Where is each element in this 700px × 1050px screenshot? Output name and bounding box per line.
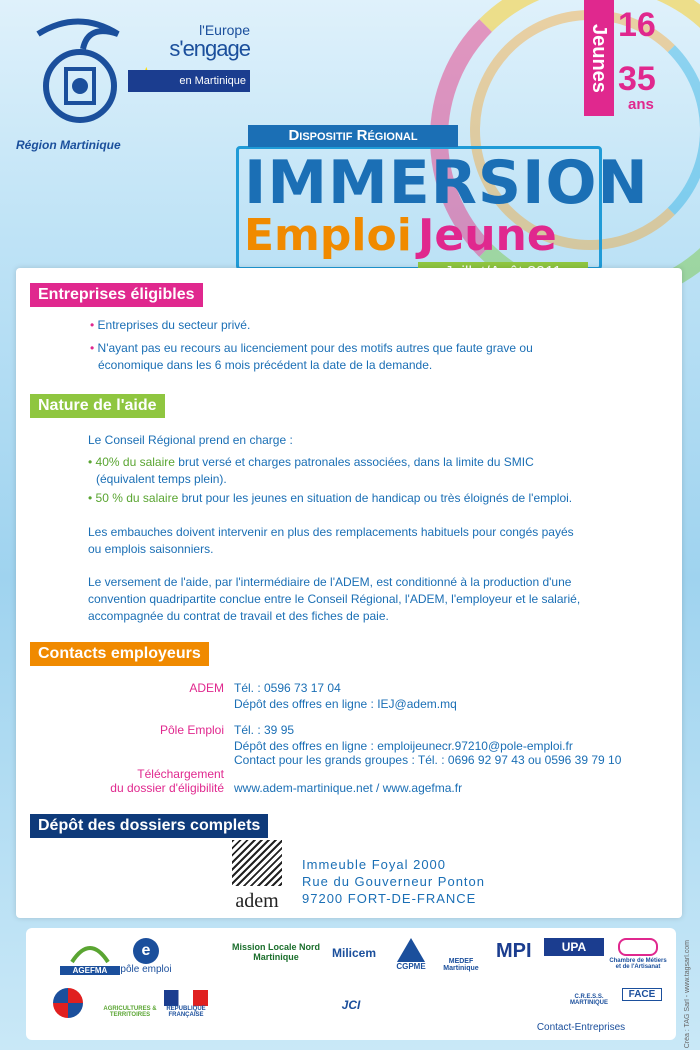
adem-stripes-icon (232, 840, 282, 886)
partner-cress: C.R.E.S.S. MARTINIQUE (570, 994, 608, 1006)
partner-upa: UPA (544, 938, 604, 956)
region-label: Région Martinique (16, 138, 121, 152)
europe-top-text: l'Europe (199, 22, 250, 38)
dispositif-banner: Dispositif Régional (248, 125, 458, 147)
credit-line: Créa : TAG Sarl - www.tagsarl.com (684, 940, 691, 1049)
address-line-3: 97200 FORT-DE-FRANCE (302, 891, 477, 906)
section-title-depot: Dépôt des dossiers complets (30, 814, 268, 838)
region-martinique-logo (28, 14, 128, 124)
french-flag-icon (164, 990, 208, 1006)
europe-logo (128, 22, 250, 92)
partner-republique: RÉPUBLIQUE FRANÇAISE (156, 990, 216, 1018)
partner-sunburst (48, 988, 88, 1018)
partner-mission-locale: Mission Locale Nord Martinique (231, 942, 320, 962)
nature-paragraph-1-line-2: ou emplois saisonniers. (88, 542, 214, 556)
list-item: • Entreprises du secteur privé. (90, 318, 251, 332)
partner-pole-emploi: e pôle emploi (118, 938, 174, 975)
partner-agricultures: AGRICULTURES & TERRITOIRES (103, 1006, 157, 1018)
section-title-contacts: Contacts employeurs (30, 642, 209, 666)
pole-emploi-icon: e (133, 938, 159, 964)
partners-strip (26, 928, 676, 1040)
nature-paragraph-2-line-1: Le versement de l'aide, par l'intermédiaire de l'ADEM, est conditionné à la production d'une (88, 575, 572, 589)
address-line-2: Rue du Gouverneur Ponton (302, 874, 485, 889)
nature-paragraph-1-line-1: Les embauches doivent intervenir en plus des remplacements habituels pour congés payés (88, 525, 574, 539)
title-immersion: IMMERSION (244, 148, 649, 218)
partner-medef: MEDEF Martinique (443, 958, 479, 972)
sunburst-icon (53, 988, 83, 1018)
partner-cgpme: CGPME (386, 938, 436, 971)
contact-label-adem: ADEM (189, 681, 224, 695)
cma-icon (618, 938, 658, 956)
list-item: • N'ayant pas eu recours au licenciement pour des motifs autres que faute grave ou (90, 341, 533, 355)
partner-agefma: AGEFMA (60, 940, 120, 975)
agefma-icon (70, 940, 110, 964)
partner-milicem: Milicem (331, 946, 376, 960)
europe-band-text: en Martinique (128, 70, 250, 92)
contact-pole-tel: Tél. : 39 95 (234, 723, 295, 737)
section-title-entreprises: Entreprises éligibles (30, 283, 203, 307)
title-emploi: Emploi (244, 210, 412, 261)
age-unit: ans (628, 96, 654, 113)
partner-jci: JCI (341, 998, 361, 1012)
telechargement-urls[interactable]: www.adem-martinique.net / www.agefma.fr (234, 781, 463, 795)
title-jeune: Jeune (418, 210, 557, 261)
europe-mid-text: s'engage (169, 36, 250, 61)
nature-paragraph-2-line-2: convention quadripartite conclue entre le Conseil Régional, l'ADEM, l'employeur et le salarié, (88, 592, 581, 606)
list-item: • 50 % du salaire brut pour les jeunes en situation de handicap ou très éloignés de l'emploi. (88, 491, 573, 505)
nature-paragraph-2-line-3: accompagnée du contrat de travail et des fiches de paie. (88, 609, 389, 623)
list-item-continuation: économique dans les 6 mois précédent la date de la demande. (98, 358, 433, 372)
list-item: • 40% du salaire brut versé et charges patronales associées, dans la limite du SMIC (88, 455, 534, 469)
telechargement-label-line-1: Téléchargement (137, 767, 224, 781)
adem-logo (226, 840, 288, 914)
contact-adem-depot: Dépôt des offres en ligne : IEJ@adem.mq (234, 697, 457, 711)
contact-pole-groupes: Contact pour les grands groupes : Tél. : 0696 92 97 43 ou 0596 39 79 10 (234, 753, 622, 767)
adem-logo-word: adem (235, 890, 279, 912)
partner-face: FACE (622, 988, 662, 1001)
nature-intro: Le Conseil Régional prend en charge : (88, 433, 293, 447)
section-title-nature: Nature de l'aide (30, 394, 165, 418)
contact-adem-tel: Tél. : 0596 73 17 04 (234, 681, 341, 695)
partner-cma: Chambre de Métiers et de l'Artisanat (608, 938, 668, 970)
age-min: 16 (618, 6, 656, 44)
jeunes-badge: Jeunes (584, 0, 614, 116)
cgpme-icon (397, 938, 425, 962)
telechargement-label-line-2: du dossier d'éligibilité (110, 781, 224, 795)
contact-pole-depot: Dépôt des offres en ligne : emploijeunecr.97210@pole-emploi.fr (234, 739, 573, 753)
partner-contact-entreprises: Contact-Entreprises (536, 1022, 626, 1033)
contact-label-pole-emploi: Pôle Emploi (159, 723, 224, 737)
address-line-1: Immeuble Foyal 2000 (302, 857, 447, 872)
list-item-continuation: (équivalent temps plein). (96, 472, 227, 486)
age-max: 35 (618, 60, 656, 98)
partner-mpi: MPI (496, 940, 532, 962)
